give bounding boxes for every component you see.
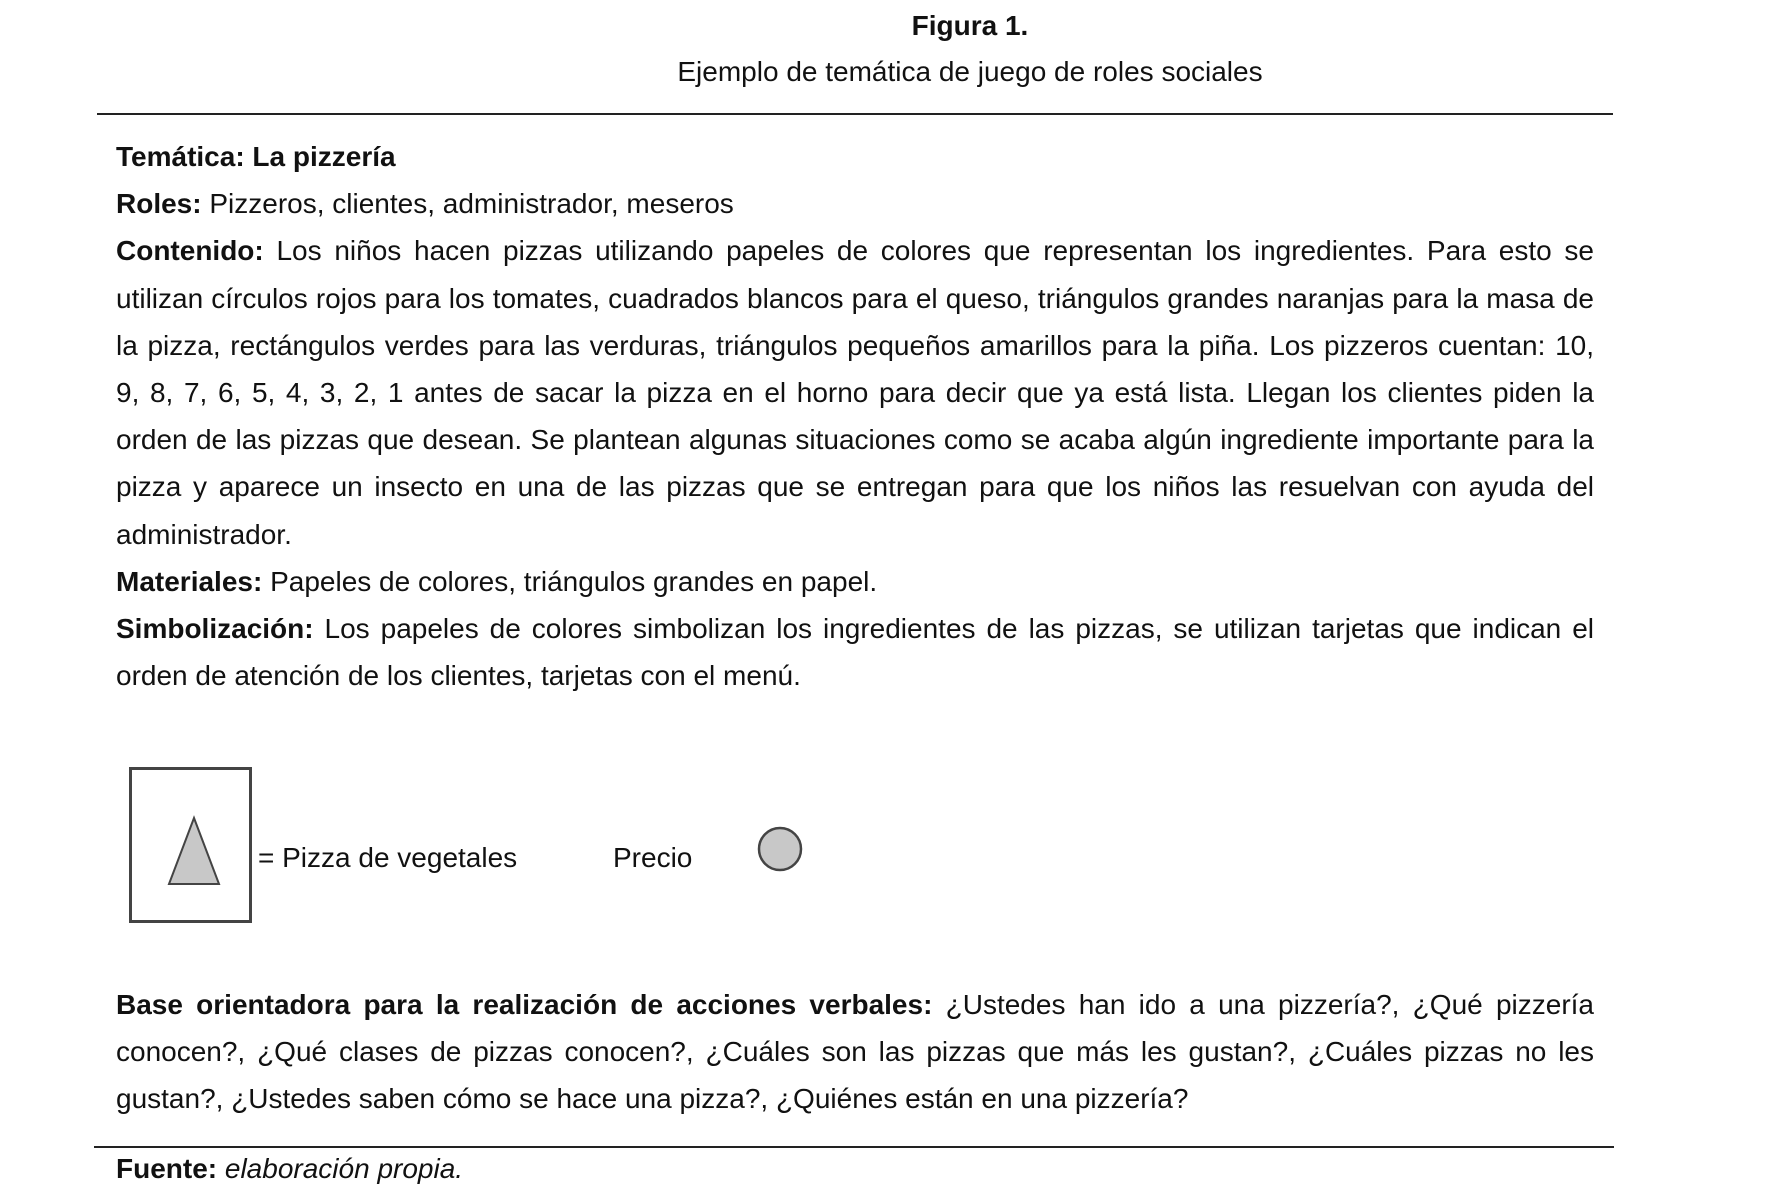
simbolizacion-label: Simbolización: <box>116 613 314 645</box>
contenido-paragraph <box>116 227 1594 557</box>
triangle-icon <box>132 770 249 920</box>
base-section <box>116 981 1594 1123</box>
materiales-label: Materiales: <box>116 565 263 597</box>
menu-card <box>129 767 252 923</box>
simbolizacion-text: Los papeles de colores simbolizan los ingredientes de las pizzas, se utilizan tarjetas que indican el orden de atención de los clientes, tarjetas con el menú. <box>116 613 1594 692</box>
figure-subtitle: Ejemplo de temática de juego de roles sociales <box>677 56 1263 87</box>
source-label: Fuente: <box>116 1153 218 1184</box>
base-paragraph <box>116 981 1594 1123</box>
base-label: Base orientadora para la realización de acciones verbales: <box>116 989 933 1020</box>
tematica-heading: Temática: La pizzería <box>116 141 396 172</box>
contenido-text: Los niños hacen pizzas utilizando papeles de colores que representan los ingredientes. Para esto se utilizan círculos rojos para los tomates, cuadrados blancos para el queso, triángulos grandes naranjas para la masa de la pizza, rectángulos verdes para las verduras, triángulos pequeños amarillos para la piña. Los pizzeros cuentan: 10, 9, 8, 7, 6, 5, 4, 3, 2, 1 antes de sacar la pizza en el horno para decir que ya está lista. Llegan los clientes piden la orden de las pizzas que desean. Se plantean algunas situaciones como se acaba algún ingrediente importante para la pizza y aparece un insecto en una de las pizzas que se entregan para que los niños las resuelvan con ayuda del administrador. <box>116 235 1594 550</box>
roles-label: Roles: <box>116 188 202 220</box>
source-text: elaboración propia. <box>224 1153 464 1184</box>
base-text: ¿Ustedes han ido a una pizzería?, ¿Qué pizzería conocen?, ¿Qué clases de pizzas conocen?, ¿Cuáles son las pizzas que más les gustan?, ¿Cuáles pizzas no les gustan?, ¿Ustedes saben cómo se hace una pizza?, ¿Quiénes están en una pizzería? <box>116 989 1594 1115</box>
top-divider <box>97 113 1613 115</box>
price-label: Precio <box>613 842 693 873</box>
figure-title: Figura 1. <box>911 10 1029 41</box>
roles-line <box>116 180 1594 227</box>
source-line <box>116 1145 1594 1192</box>
card-meaning-label: = Pizza de vegetales <box>258 842 518 873</box>
materiales-line <box>116 558 1594 605</box>
materiales-text: Papeles de colores, triángulos grandes en papel. <box>262 565 878 597</box>
tematica-line <box>116 133 1594 180</box>
circle-icon <box>757 826 803 872</box>
source-note <box>116 1145 1594 1192</box>
figure-body <box>116 133 1594 699</box>
contenido-label: Contenido: <box>116 235 264 267</box>
roles-text: Pizzeros, clientes, administrador, meseros <box>201 188 734 220</box>
simbolizacion-paragraph <box>116 605 1594 699</box>
